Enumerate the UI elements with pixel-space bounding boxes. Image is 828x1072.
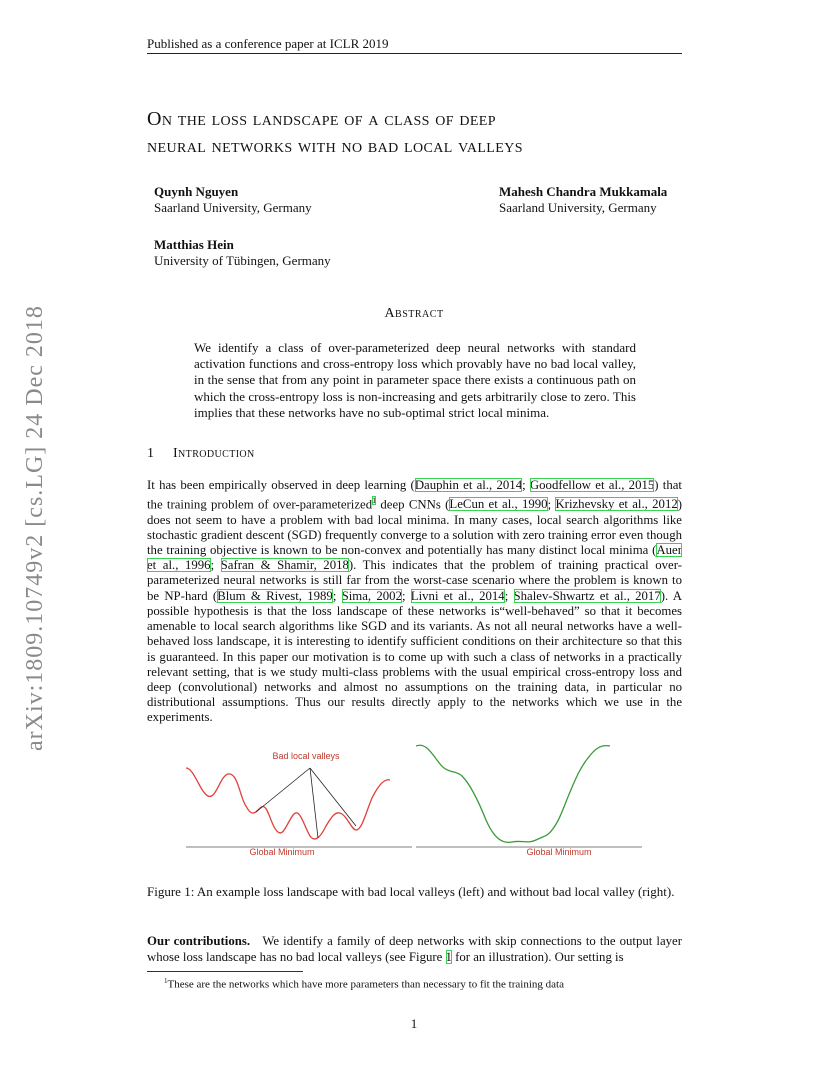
contributions-heading: Our contributions. <box>147 934 251 948</box>
text-run: ; <box>210 558 221 573</box>
citation-link[interactable]: LeCun et al., 1990 <box>449 497 548 512</box>
figure-ref-link[interactable]: 1 <box>445 949 452 964</box>
text-run: ). A possible hypothesis is that the loss landscape of these networks is“well-behaved” so that it becomes amenable to local search algorithms like SGD and its variants. As not all neural networks have a well-behaved loss landscape, it is interesting to identify sufficient conditions on their architecture so that this is guaranteed. In this paper our motivation is to come up with such a class of networks in a practically relevant setting, that is we study multi-class problems with the usual empirical cross-entropy loss and deep (convolutional) networks and almost no assumptions on the training data, in particular no distributional assumptions. Thus our results directly apply to the networks which we use in the experiments. <box>147 588 682 725</box>
citation-link[interactable]: Safran & Shamir, 2018 <box>220 558 349 573</box>
header-rule <box>147 53 682 54</box>
title-line-1: On the loss landscape of a class of deep <box>147 108 496 130</box>
author-affiliation: Saarland University, Germany <box>499 200 657 215</box>
right-loss-curve <box>416 745 610 842</box>
author-affiliation: University of Tübingen, Germany <box>154 253 331 268</box>
bad-valleys-label: Bad local valleys <box>272 751 340 761</box>
text-run: It has been empirically observed in deep learning ( <box>147 478 415 492</box>
text-run: ) that the training problem of over-parameterized <box>147 478 682 512</box>
text-run: ; <box>522 478 530 492</box>
figure-caption: Figure 1: An example loss landscape with bad local valleys (left) and without bad local valley (right). <box>147 884 675 899</box>
author-name: Mahesh Chandra Mukkamala <box>499 184 668 199</box>
citation-link[interactable]: Goodfellow et al., 2015 <box>529 478 655 492</box>
global-minimum-label-right: Global Minimum <box>526 847 592 857</box>
pointer-line <box>310 768 318 838</box>
text-run: ) does not seem to have a problem with bad local minima. In many cases, local search algorithms like stochastic gradient descent (SGD) frequently converge to a solution with zero training error even though the training objective is known to be non-convex and potentially has many distinct local minima ( <box>147 497 683 558</box>
footnote-link[interactable]: 1 <box>372 496 377 506</box>
text-run: ; <box>332 588 342 603</box>
running-header: Published as a conference paper at ICLR 2019 <box>147 36 389 51</box>
title-line-2: neural networks with no bad local valleys <box>147 135 523 157</box>
citation-link[interactable]: Sima, 2002 <box>341 588 402 603</box>
author-block-2 <box>499 184 667 216</box>
abstract-text: We identify a class of over-parameterized deep neural networks with standard activation functions and cross-entropy loss which provably have no bad local valley, in the sense that from any point in parameter space there exists a continuous path on which the cross-entropy loss is non-increasing and gets arbitrarily close to zero. This implies that these networks have no sub-optimal strict local minima. <box>194 340 636 420</box>
global-minimum-label-left: Global Minimum <box>249 847 315 857</box>
pointer-line <box>256 768 310 812</box>
intro-paragraph <box>147 478 682 726</box>
section-number: 1 <box>147 446 155 461</box>
pointer-line <box>310 768 356 826</box>
text-run: ; <box>504 588 514 603</box>
loss-landscape-figure <box>180 740 650 862</box>
text-run: for an illustration). Our setting is <box>451 949 624 964</box>
text-run: ; <box>547 497 556 512</box>
footnote-rule <box>147 971 303 972</box>
author-block-3 <box>154 237 331 269</box>
contributions-paragraph <box>147 934 682 965</box>
citation-link[interactable]: Livni et al., 2014 <box>410 588 505 603</box>
author-name: Matthias Hein <box>154 237 234 252</box>
text-run: ). This indicates that the problem of training practical over-parameterized neural networks is still far from the worst-case scenario where the problem is known to be NP-hard ( <box>147 558 682 603</box>
citation-link[interactable]: Krizhevsky et al., 2012 <box>555 497 678 512</box>
page-number: 1 <box>410 1016 418 1031</box>
citation-link[interactable]: Shalev-Shwartz et al., 2017 <box>513 588 661 603</box>
section-title: Introduction <box>173 446 255 461</box>
citation-link[interactable]: Dauphin et al., 2014 <box>414 478 523 492</box>
footnote <box>164 977 564 991</box>
citation-link[interactable]: Blum & Rivest, 1989 <box>217 588 333 603</box>
section-heading <box>147 446 255 462</box>
author-name: Quynh Nguyen <box>154 184 239 199</box>
arxiv-stamp: arXiv:1809.10749v2 [cs.LG] 24 Dec 2018 <box>22 305 48 751</box>
author-block-1 <box>154 184 312 216</box>
left-loss-curve <box>186 768 390 839</box>
footnote-text: These are the networks which have more parameters than necessary to fit the training data <box>167 978 564 991</box>
text-run: ; <box>401 588 411 603</box>
abstract-heading: Abstract <box>384 306 444 321</box>
text-run: We identify a family of deep networks with skip connections to the output layer whose loss landscape has no bad local valleys (see Figure <box>147 934 682 964</box>
text-run: deep CNNs ( <box>376 497 450 512</box>
footnote-mark: 1 <box>164 977 168 985</box>
paper-title <box>147 106 707 160</box>
citation-link[interactable]: Auer et al., 1996 <box>147 543 682 573</box>
author-affiliation: Saarland University, Germany <box>154 200 312 215</box>
